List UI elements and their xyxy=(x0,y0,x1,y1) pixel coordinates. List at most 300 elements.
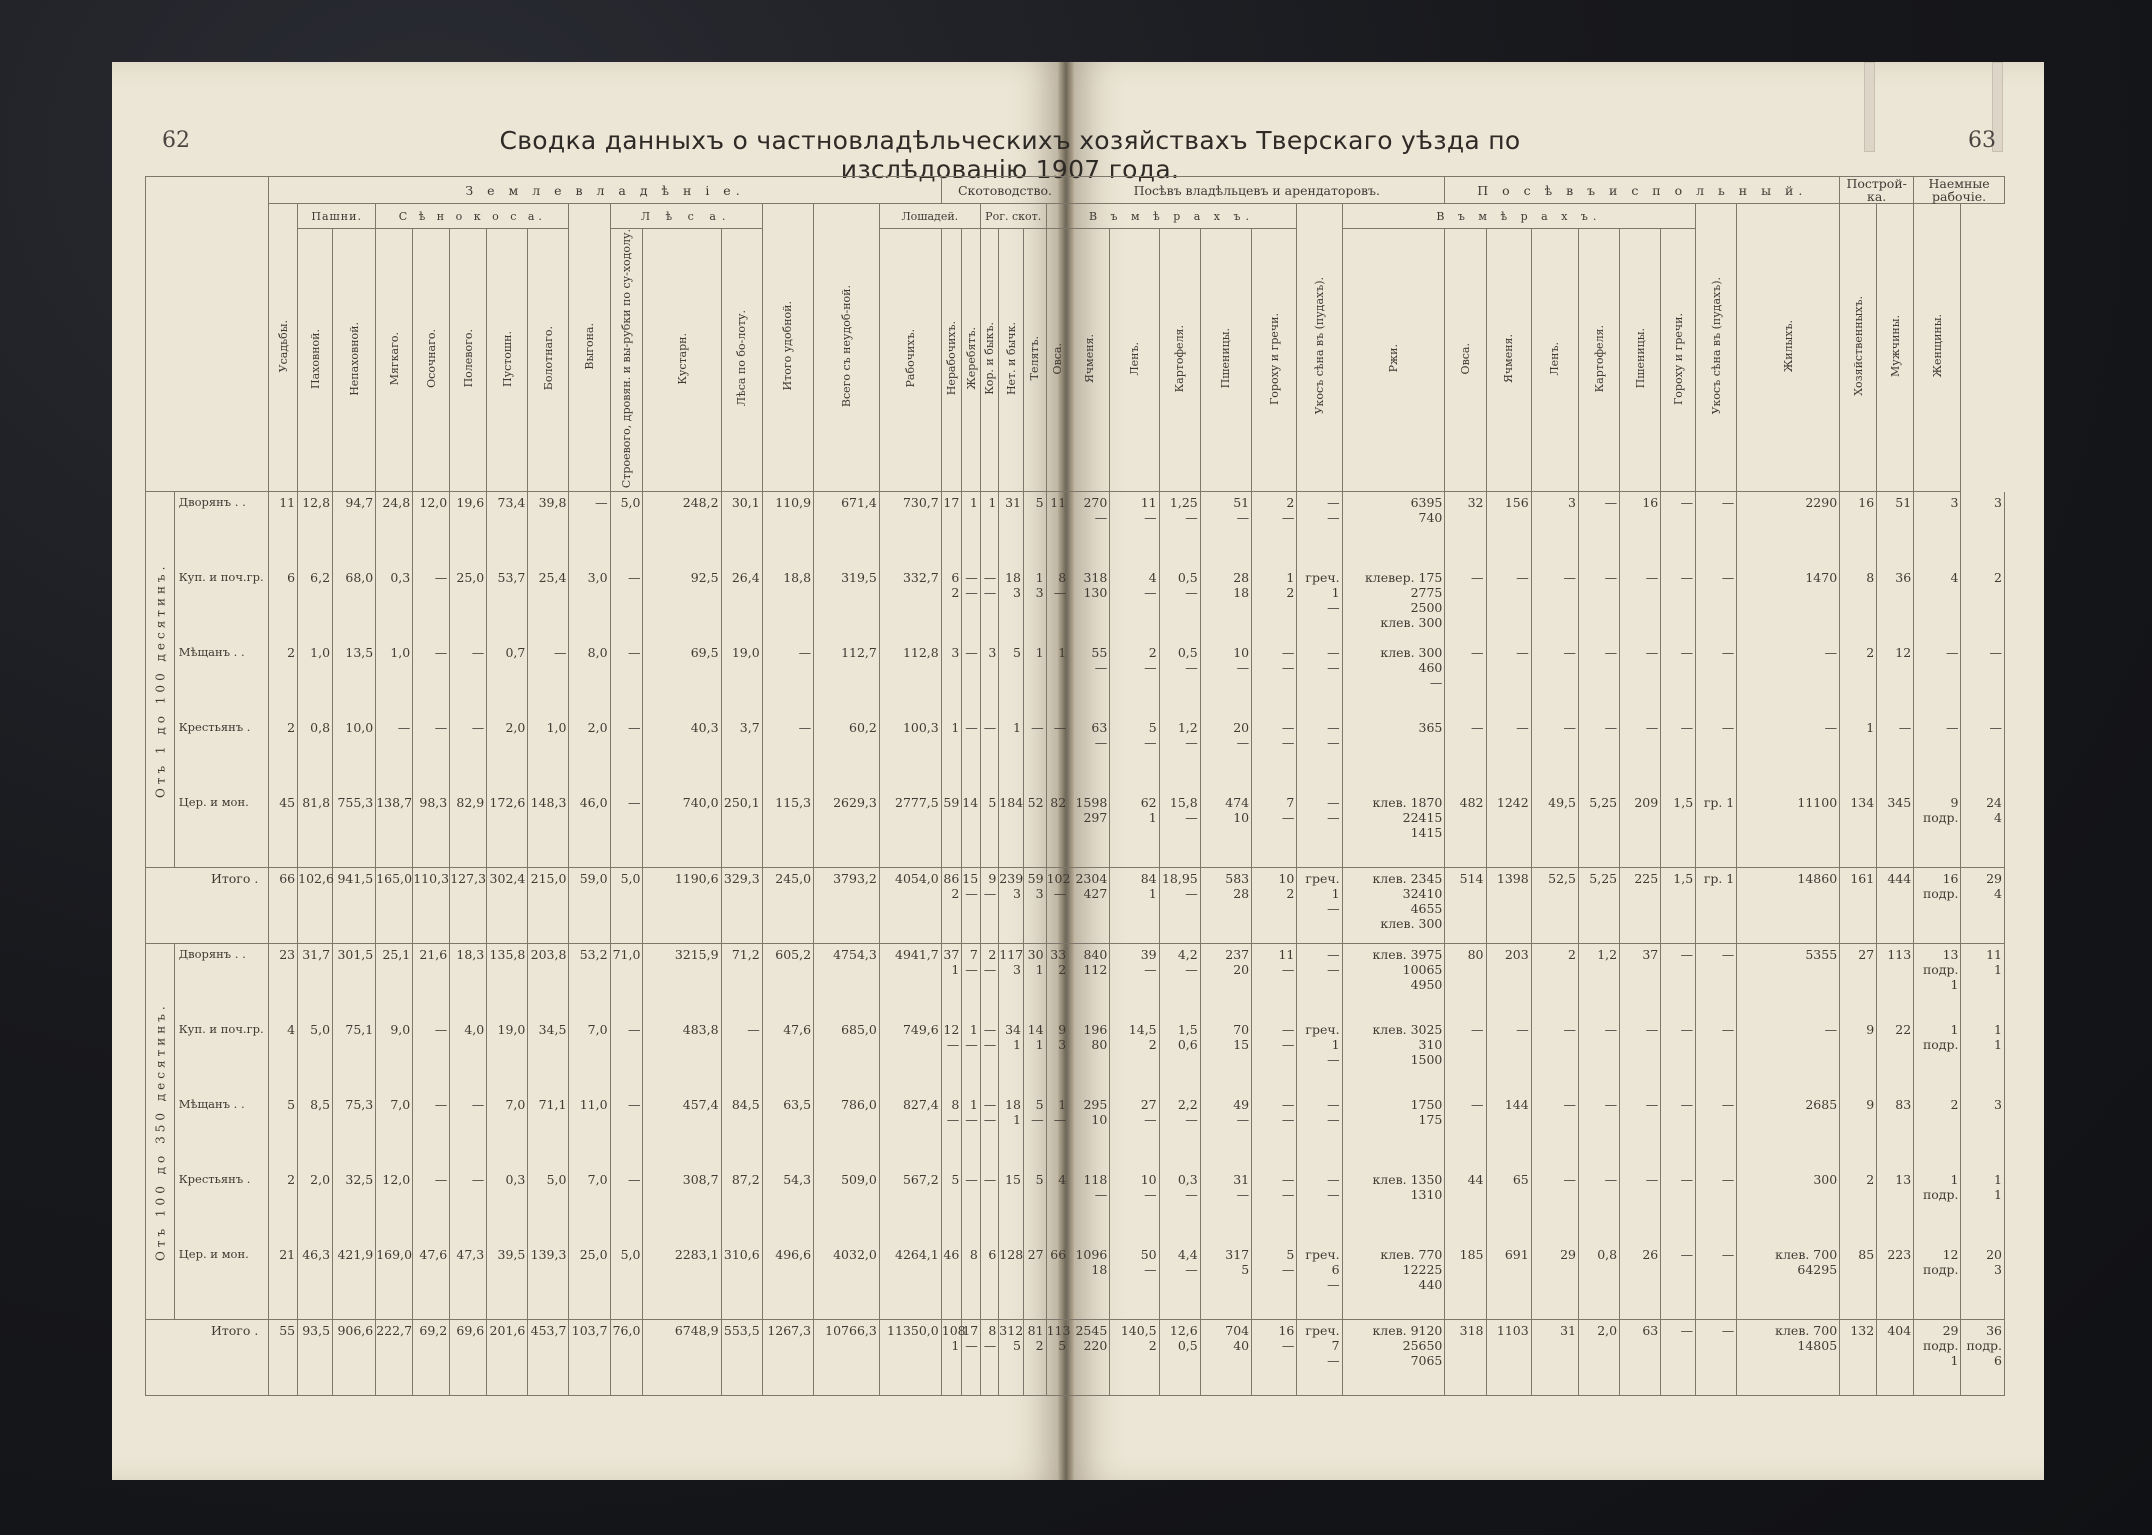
table-cell: — xyxy=(1445,642,1486,717)
table-cell: 144 xyxy=(1486,1094,1531,1169)
table-cell: 6 xyxy=(980,1244,999,1320)
table-cell: — — xyxy=(1252,717,1297,792)
table-cell: 1 — xyxy=(1046,1094,1069,1169)
table-cell: 3215,9 xyxy=(643,944,721,1020)
table-cell: — xyxy=(1877,717,1914,792)
table-cell: 0,3 xyxy=(376,567,413,642)
table-cell: 457,4 xyxy=(643,1094,721,1169)
table-cell: клев. 3025 310 1500 xyxy=(1342,1019,1445,1094)
table-cell: 2 — xyxy=(1110,642,1159,717)
table-cell: 0,5 — xyxy=(1159,642,1200,717)
table-cell: — xyxy=(610,567,643,642)
col-gorohu: Гороху и гречи. xyxy=(1252,229,1297,492)
table-cell: — xyxy=(1696,1019,1737,1094)
total-cell: 201,6 xyxy=(487,1320,528,1396)
table-cell: 31,7 xyxy=(298,944,333,1020)
table-cell: 71,2 xyxy=(721,944,762,1020)
table-cell: 10 — xyxy=(1200,642,1251,717)
table-cell: 2 xyxy=(1914,1094,1961,1169)
col-bolotnago: Болотнаго. xyxy=(528,229,569,492)
table-cell: 5 — xyxy=(1110,717,1159,792)
table-cell: 365 xyxy=(1342,717,1445,792)
col-rzhi: Ржи. xyxy=(1342,229,1445,492)
table-cell: 1598 297 xyxy=(1069,792,1110,868)
table-cell: 9,0 xyxy=(376,1019,413,1094)
table-cell: 32,5 xyxy=(333,1169,376,1244)
table-cell: 6,2 xyxy=(298,567,333,642)
table-cell: — xyxy=(980,717,999,792)
table-cell: 80 xyxy=(1445,944,1486,1020)
table-cell: 1 подр. xyxy=(1914,1169,1961,1244)
table-cell: 6 2 xyxy=(941,567,962,642)
table-cell: 3,7 xyxy=(721,717,762,792)
table-cell: — xyxy=(1579,1094,1620,1169)
total-cell: 1267,3 xyxy=(762,1320,813,1396)
total-cell: 102 — xyxy=(1046,868,1069,944)
table-cell: — — xyxy=(980,1019,999,1094)
total-cell: 86 2 xyxy=(941,868,962,944)
total-cell: 318 xyxy=(1445,1320,1486,1396)
table-cell: — xyxy=(962,642,981,717)
col-usadby: Усадьбы. xyxy=(269,204,298,492)
table-cell: — xyxy=(376,717,413,792)
table-cell: 0,7 xyxy=(487,642,528,717)
table-cell: 0,8 xyxy=(1579,1244,1620,1320)
col-net: Нет. и бычк. xyxy=(999,229,1024,492)
row-label: Мѣщанъ . . xyxy=(174,1094,269,1169)
table-cell: 203,8 xyxy=(528,944,569,1020)
table-cell: 8,0 xyxy=(569,642,610,717)
col-yachmenya: Ячменя. xyxy=(1069,229,1110,492)
table-cell: 39 — xyxy=(1110,944,1159,1020)
col-polevogo: Полевого. xyxy=(450,229,487,492)
table-cell: 7,0 xyxy=(569,1169,610,1244)
table-cell: 20 — xyxy=(1200,717,1251,792)
table-cell: клев. 1350 1310 xyxy=(1342,1169,1445,1244)
col-itogo-udobnoi: Итого удобной. xyxy=(762,204,813,492)
table-cell: 270 — xyxy=(1069,492,1110,568)
left-page-number: 62 xyxy=(162,128,190,153)
table-cell: 9 xyxy=(1840,1094,1877,1169)
table-cell: 30,1 xyxy=(721,492,762,568)
table-cell: 15,8 — xyxy=(1159,792,1200,868)
table-cell: 7,0 xyxy=(376,1094,413,1169)
table-cell: — xyxy=(610,717,643,792)
table-cell: 13,5 xyxy=(333,642,376,717)
table-cell: 3 xyxy=(1961,492,2005,568)
col-rabochih: Рабочихъ. xyxy=(879,229,941,492)
table-cell: 40,3 xyxy=(643,717,721,792)
table-cell: — xyxy=(1737,642,1840,717)
total-cell: 108 1 xyxy=(941,1320,962,1396)
table-cell: — xyxy=(1486,642,1531,717)
table-cell: 2,0 xyxy=(487,717,528,792)
table-cell: 5 xyxy=(1023,1169,1046,1244)
header-v-merah-2: В ъ м ѣ р а х ъ. xyxy=(1342,204,1696,229)
total-cell: клев. 700 14805 xyxy=(1737,1320,1840,1396)
table-cell: — xyxy=(1696,717,1737,792)
col-stroevogo: Строевого, дровян. и вы-рубки по су-ходолу. xyxy=(610,229,643,492)
table-cell: 5,0 xyxy=(298,1019,333,1094)
total-cell: 11350,0 xyxy=(879,1320,941,1396)
table-cell: — xyxy=(1531,1019,1578,1094)
total-cell: гр. 1 xyxy=(1696,868,1737,944)
page-marker xyxy=(1864,62,1875,152)
table-cell: 75,1 xyxy=(333,1019,376,1094)
total-cell: 1103 xyxy=(1486,1320,1531,1396)
table-cell: — xyxy=(1696,1094,1737,1169)
row-label: Дворянъ . . xyxy=(174,944,269,1020)
table-cell: 1 xyxy=(980,492,999,568)
table-cell: 52 xyxy=(1023,792,1046,868)
table-cell: 4754,3 xyxy=(814,944,880,1020)
table-cell: 5,25 xyxy=(1579,792,1620,868)
table-cell: 36 xyxy=(1877,567,1914,642)
table-cell: 5 xyxy=(1023,492,1046,568)
table-cell: — — xyxy=(1252,1019,1297,1094)
total-cell: 16 подр. xyxy=(1914,868,1961,944)
table-cell: 51 — xyxy=(1200,492,1251,568)
table-cell: 8,5 xyxy=(298,1094,333,1169)
total-cell: 81 2 xyxy=(1023,1320,1046,1396)
table-cell: — xyxy=(1486,1019,1531,1094)
col-myagkago: Мягкаго. xyxy=(376,229,413,492)
table-cell: — xyxy=(1579,492,1620,568)
total-cell: — xyxy=(1661,1320,1696,1396)
table-cell: 59 xyxy=(941,792,962,868)
table-row xyxy=(146,1094,2005,1169)
table-cell: 63 — xyxy=(1069,717,1110,792)
table-cell: 4,2 — xyxy=(1159,944,1200,1020)
col-kustarn: Кустарн. xyxy=(643,229,721,492)
total-cell: 4054,0 xyxy=(879,868,941,944)
table-cell: 66 xyxy=(1046,1244,1069,1320)
table-cell: 148,3 xyxy=(528,792,569,868)
table-cell: — — xyxy=(962,567,981,642)
table-cell: 1,5 0,6 xyxy=(1159,1019,1200,1094)
table-cell: 250,1 xyxy=(721,792,762,868)
table-cell: клев. 1870 22415 1415 xyxy=(1342,792,1445,868)
table-cell: 5 xyxy=(980,792,999,868)
table-cell: 1,2 — xyxy=(1159,717,1200,792)
col-pustoshn: Пустошн. xyxy=(487,229,528,492)
table-cell: 691 xyxy=(1486,1244,1531,1320)
table-cell: 1 xyxy=(1046,642,1069,717)
table-cell: 12,0 xyxy=(376,1169,413,1244)
table-cell: 113 xyxy=(1877,944,1914,1020)
table-cell: 5,0 xyxy=(610,1244,643,1320)
table-cell: 740,0 xyxy=(643,792,721,868)
table-cell: 318 130 xyxy=(1069,567,1110,642)
table-cell: 248,2 xyxy=(643,492,721,568)
table-cell: 4941,7 xyxy=(879,944,941,1020)
table-cell: 0,5 — xyxy=(1159,567,1200,642)
table-cell: 49 — xyxy=(1200,1094,1251,1169)
total-cell: 8 — xyxy=(980,1320,999,1396)
table-cell: — xyxy=(610,1094,643,1169)
table-cell: 45 xyxy=(269,792,298,868)
table-cell: — xyxy=(1579,717,1620,792)
table-cell: 237 20 xyxy=(1200,944,1251,1020)
total-cell: греч. 7 — xyxy=(1297,1320,1342,1396)
header-blank xyxy=(146,177,269,492)
col-muzh: Мужчины. xyxy=(1877,204,1914,492)
table-row xyxy=(146,567,2005,642)
table-cell: 12,8 xyxy=(298,492,333,568)
table-cell: 47,3 xyxy=(450,1244,487,1320)
table-cell: — xyxy=(1961,717,2005,792)
right-page-number: 63 xyxy=(1968,128,1996,153)
table-cell: 11 — xyxy=(1110,492,1159,568)
table-cell: 1 xyxy=(1840,717,1877,792)
table-cell: — xyxy=(1486,717,1531,792)
table-cell: 1,25 — xyxy=(1159,492,1200,568)
table-cell: — xyxy=(1696,642,1737,717)
table-cell: 25,4 xyxy=(528,567,569,642)
table-cell: 12 xyxy=(1877,642,1914,717)
table-cell: 2685 xyxy=(1737,1094,1840,1169)
table-cell: — xyxy=(1696,567,1737,642)
table-cell: 83 xyxy=(1877,1094,1914,1169)
total-cell: 69,2 xyxy=(413,1320,450,1396)
table-cell: 118 — xyxy=(1069,1169,1110,1244)
table-cell: — xyxy=(1961,642,2005,717)
table-cell: — xyxy=(610,1169,643,1244)
row-label: Цер. и мон. xyxy=(174,1244,269,1320)
col-pshenicy: Пшеницы. xyxy=(1200,229,1251,492)
table-cell: 8 — xyxy=(941,1094,962,1169)
table-cell: 421,9 xyxy=(333,1244,376,1320)
table-cell: 1 1 xyxy=(1961,1019,2005,1094)
table-cell: 4264,1 xyxy=(879,1244,941,1320)
table-cell: — xyxy=(1531,1094,1578,1169)
table-cell: 22 xyxy=(1877,1019,1914,1094)
table-cell: 27 — xyxy=(1110,1094,1159,1169)
total-cell: 941,5 xyxy=(333,868,376,944)
table-cell: 2290 xyxy=(1737,492,1840,568)
table-cell: 135,8 xyxy=(487,944,528,1020)
header-senokosa: С ѣ н о к о с а. xyxy=(376,204,569,229)
header-horses: Лошадей. xyxy=(879,204,980,229)
col-vsego: Всего съ неудоб-ной. xyxy=(814,204,880,492)
table-cell: 70 15 xyxy=(1200,1019,1251,1094)
header-pashni: Пашни. xyxy=(298,204,376,229)
total-cell: 52,5 xyxy=(1531,868,1578,944)
table-cell: 223 xyxy=(1877,1244,1914,1320)
total-cell: 102,6 xyxy=(298,868,333,944)
col-kor: Кор. и быкъ. xyxy=(980,229,999,492)
table-cell: 2283,1 xyxy=(643,1244,721,1320)
table-cell: 483,8 xyxy=(643,1019,721,1094)
total-cell: 69,6 xyxy=(450,1320,487,1396)
table-cell: 27 xyxy=(1840,944,1877,1020)
table-cell: 128 xyxy=(999,1244,1024,1320)
col-yachmenya-2: Ячменя. xyxy=(1486,229,1531,492)
table-cell: 4 — xyxy=(1110,567,1159,642)
table-cell: 4 xyxy=(1046,1169,1069,1244)
table-cell: — xyxy=(1579,1019,1620,1094)
table-cell: 172,6 xyxy=(487,792,528,868)
table-row xyxy=(146,1169,2005,1244)
table-cell: — — xyxy=(1297,717,1342,792)
table-cell: — xyxy=(528,642,569,717)
table-cell: 117 3 xyxy=(999,944,1024,1020)
table-cell: — xyxy=(1531,567,1578,642)
table-cell: — xyxy=(1445,1094,1486,1169)
table-cell: 12 подр. xyxy=(1914,1244,1961,1320)
table-cell: — — xyxy=(1297,492,1342,568)
table-cell: — xyxy=(1661,1169,1696,1244)
table-cell: 134 xyxy=(1840,792,1877,868)
col-kartofelya: Картофеля. xyxy=(1159,229,1200,492)
total-cell: 302,4 xyxy=(487,868,528,944)
table-cell: 1,0 xyxy=(298,642,333,717)
table-cell: 110,9 xyxy=(762,492,813,568)
table-cell: 301,5 xyxy=(333,944,376,1020)
table-cell: 474 10 xyxy=(1200,792,1251,868)
summary-table xyxy=(145,176,2005,1396)
table-cell: 3,0 xyxy=(569,567,610,642)
total-cell: 18,95 — xyxy=(1159,868,1200,944)
table-cell: 2 — xyxy=(1252,492,1297,568)
table-cell: — xyxy=(450,642,487,717)
table-cell: 19,0 xyxy=(487,1019,528,1094)
table-cell: 317 5 xyxy=(1200,1244,1251,1320)
total-cell: 239 3 xyxy=(999,868,1024,944)
total-cell: 36 подр. 6 xyxy=(1961,1320,2005,1396)
table-cell: 11100 xyxy=(1737,792,1840,868)
table-cell: — — xyxy=(980,567,999,642)
table-cell: 47,6 xyxy=(762,1019,813,1094)
table-cell: — xyxy=(413,1019,450,1094)
table-row xyxy=(146,717,2005,792)
table-cell: 671,4 xyxy=(814,492,880,568)
table-cell: 25,1 xyxy=(376,944,413,1020)
total-cell: 906,6 xyxy=(333,1320,376,1396)
table-cell: — — xyxy=(1297,642,1342,717)
table-cell: 1 — xyxy=(962,1019,981,1094)
table-cell: 1470 xyxy=(1737,567,1840,642)
total-cell: 2304 427 xyxy=(1069,868,1110,944)
total-cell: 15 — xyxy=(962,868,981,944)
section-label: Отъ 100 до 350 десятинъ. xyxy=(146,944,175,1320)
table-cell: 14,5 2 xyxy=(1110,1019,1159,1094)
table-cell: 7 — xyxy=(1252,792,1297,868)
table-cell: 300 xyxy=(1737,1169,1840,1244)
total-cell: 17 — xyxy=(962,1320,981,1396)
table-cell: гр. 1 xyxy=(1696,792,1737,868)
table-cell: — xyxy=(1661,944,1696,1020)
total-cell: 165,0 xyxy=(376,868,413,944)
table-cell: 18,3 xyxy=(450,944,487,1020)
table-cell: 71,1 xyxy=(528,1094,569,1169)
col-len: Ленъ. xyxy=(1110,229,1159,492)
total-cell: 76,0 xyxy=(610,1320,643,1396)
table-cell: 2,0 xyxy=(569,717,610,792)
header-land: З е м л е в л а д ѣ н і е. xyxy=(269,177,941,204)
table-cell: — xyxy=(1023,717,1046,792)
total-cell: 29 подр. 1 xyxy=(1914,1320,1961,1396)
row-label: Куп. и поч.гр. xyxy=(174,1019,269,1094)
table-cell: — xyxy=(1737,717,1840,792)
table-cell: — xyxy=(1579,642,1620,717)
table-cell: клев. 770 12225 440 xyxy=(1342,1244,1445,1320)
table-cell: 184 xyxy=(999,792,1024,868)
table-cell: — xyxy=(450,1169,487,1244)
table-cell: — xyxy=(610,1019,643,1094)
page-title: Сводка данныхъ о частновладѣльческихъ хозяйствахъ Тверскаго уѣзда по изслѣдованію 1907 года. xyxy=(499,126,1521,184)
table-cell: 14 1 xyxy=(1023,1019,1046,1094)
table-cell: — xyxy=(450,717,487,792)
table-cell: 16 xyxy=(1840,492,1877,568)
header-les: Л ѣ с а. xyxy=(610,204,762,229)
total-cell: 31 xyxy=(1531,1320,1578,1396)
table-cell: 82 xyxy=(1046,792,1069,868)
table-cell: 156 xyxy=(1486,492,1531,568)
table-cell: 139,3 xyxy=(528,1244,569,1320)
total-cell: 161 xyxy=(1840,868,1877,944)
table-cell: 4 xyxy=(1914,567,1961,642)
table-cell: — xyxy=(1661,1244,1696,1320)
table-cell: — xyxy=(962,1169,981,1244)
table-cell: 1 xyxy=(962,492,981,568)
table-cell: клев. 3975 10065 4950 xyxy=(1342,944,1445,1020)
table-cell: 44 xyxy=(1445,1169,1486,1244)
total-cell: 127,3 xyxy=(450,868,487,944)
total-cell: 59,0 xyxy=(569,868,610,944)
table-cell: 196 80 xyxy=(1069,1019,1110,1094)
header-v-merah: В ъ м ѣ р а х ъ. xyxy=(1046,204,1297,229)
table-cell: 73,4 xyxy=(487,492,528,568)
table-cell: 32 xyxy=(1445,492,1486,568)
row-label: Крестьянъ . xyxy=(174,717,269,792)
table-cell: — xyxy=(1486,567,1531,642)
table-cell: клевер. 175 2775 2500 клев. 300 xyxy=(1342,567,1445,642)
table-cell: 138,7 xyxy=(376,792,413,868)
table-cell: 5 xyxy=(269,1094,298,1169)
table-cell: — xyxy=(1046,717,1069,792)
table-cell: — xyxy=(1620,717,1661,792)
table-cell: 68,0 xyxy=(333,567,376,642)
table-cell: 11 xyxy=(269,492,298,568)
table-cell: 63,5 xyxy=(762,1094,813,1169)
table-cell: 5355 xyxy=(1737,944,1840,1020)
table-cell: — xyxy=(610,792,643,868)
table-cell: 5 xyxy=(999,642,1024,717)
table-cell: 332,7 xyxy=(879,567,941,642)
table-cell: 5 — xyxy=(1023,1094,1046,1169)
table-cell: — xyxy=(762,642,813,717)
table-cell: 295 10 xyxy=(1069,1094,1110,1169)
table-cell: 34 1 xyxy=(999,1019,1024,1094)
table-cell: — — xyxy=(1297,792,1342,868)
table-cell: — xyxy=(980,1169,999,1244)
table-cell: 82,9 xyxy=(450,792,487,868)
col-zhen: Женщины. xyxy=(1914,204,1961,492)
header-livestock: Скотоводство. xyxy=(941,177,1068,204)
table-cell: 482 xyxy=(1445,792,1486,868)
table-cell: — xyxy=(1914,642,1961,717)
table-cell: 5 xyxy=(941,1169,962,1244)
col-pshenicy-2: Пшеницы. xyxy=(1620,229,1661,492)
table-cell: 209 xyxy=(1620,792,1661,868)
table-cell: 1096 18 xyxy=(1069,1244,1110,1320)
total-cell: 1,5 xyxy=(1661,868,1696,944)
table-cell: 1750 175 xyxy=(1342,1094,1445,1169)
table-cell: 1,0 xyxy=(376,642,413,717)
table-cell: 755,3 xyxy=(333,792,376,868)
table-cell: 0,3 — xyxy=(1159,1169,1200,1244)
